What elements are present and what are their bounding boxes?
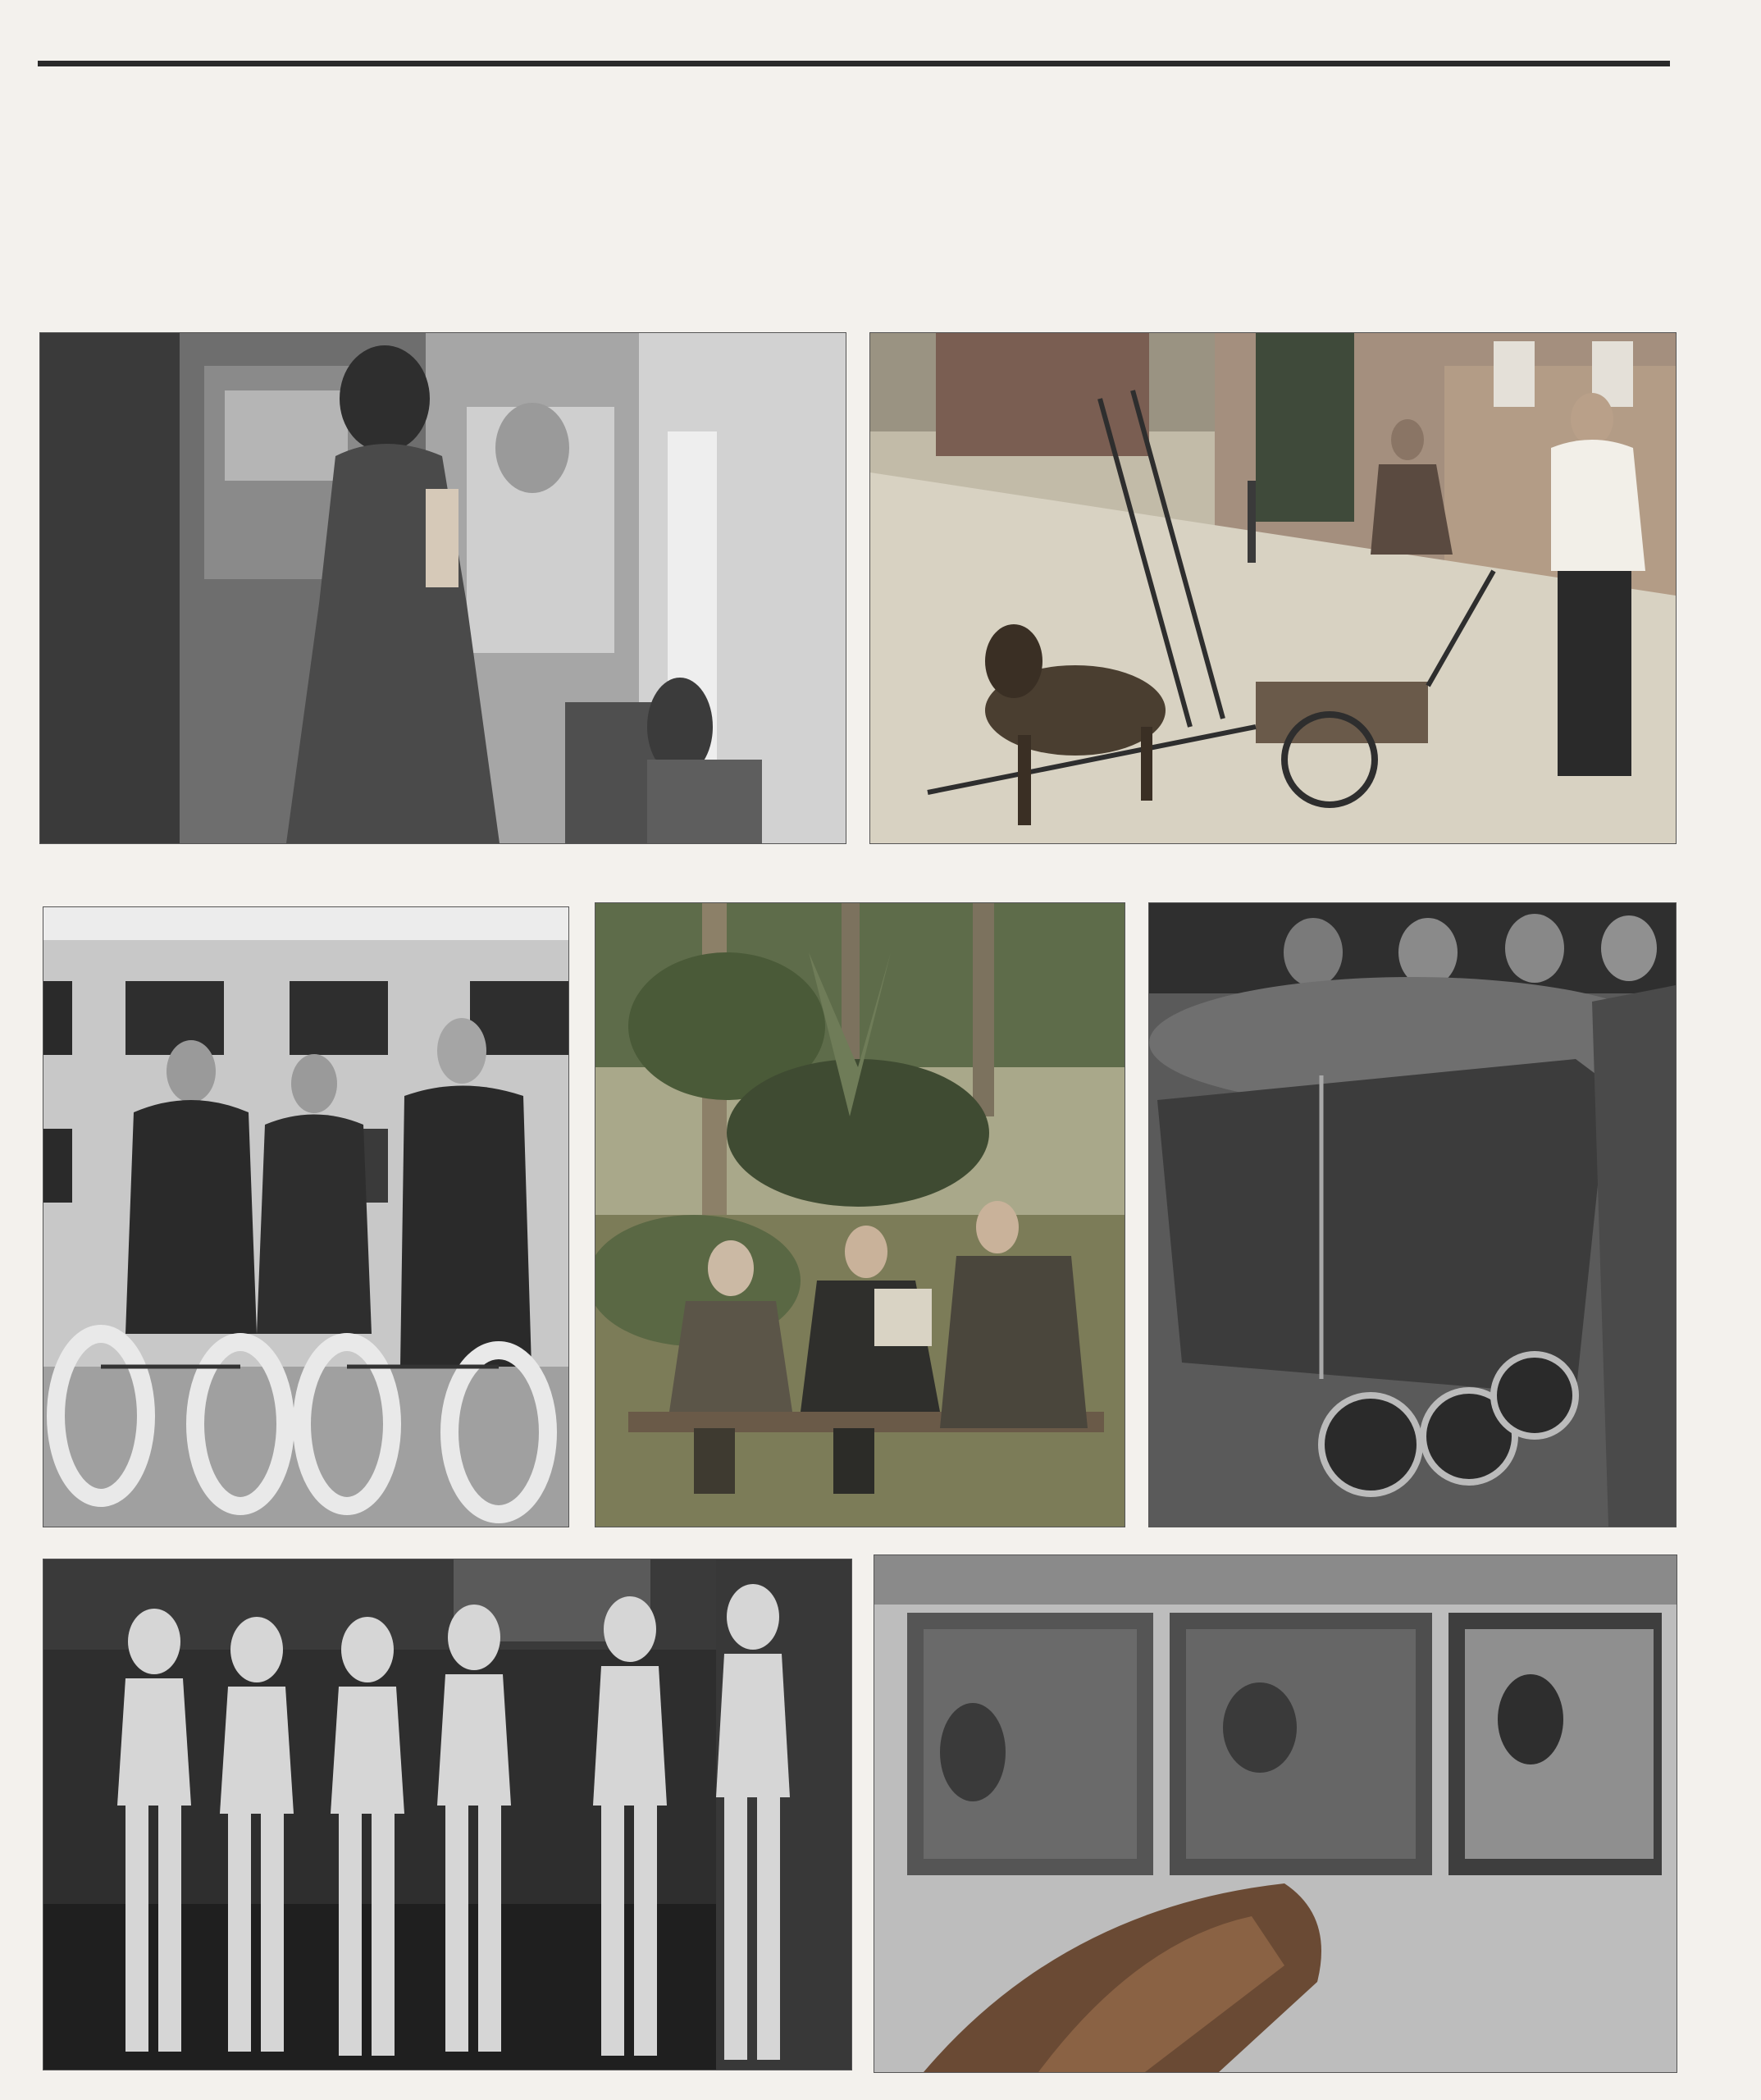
- photo-men-on-bench: [595, 902, 1125, 1527]
- photo-miners-tribute-cart: [1148, 902, 1677, 1527]
- top-rule: [38, 61, 1670, 66]
- photo-cyclists: [43, 906, 569, 1527]
- photo-theatre-backstage: [39, 332, 846, 844]
- photo-negatives-in-hand: [874, 1554, 1677, 2073]
- photo-dancers: [43, 1559, 852, 2070]
- photo-man-cart-dog: [869, 332, 1677, 844]
